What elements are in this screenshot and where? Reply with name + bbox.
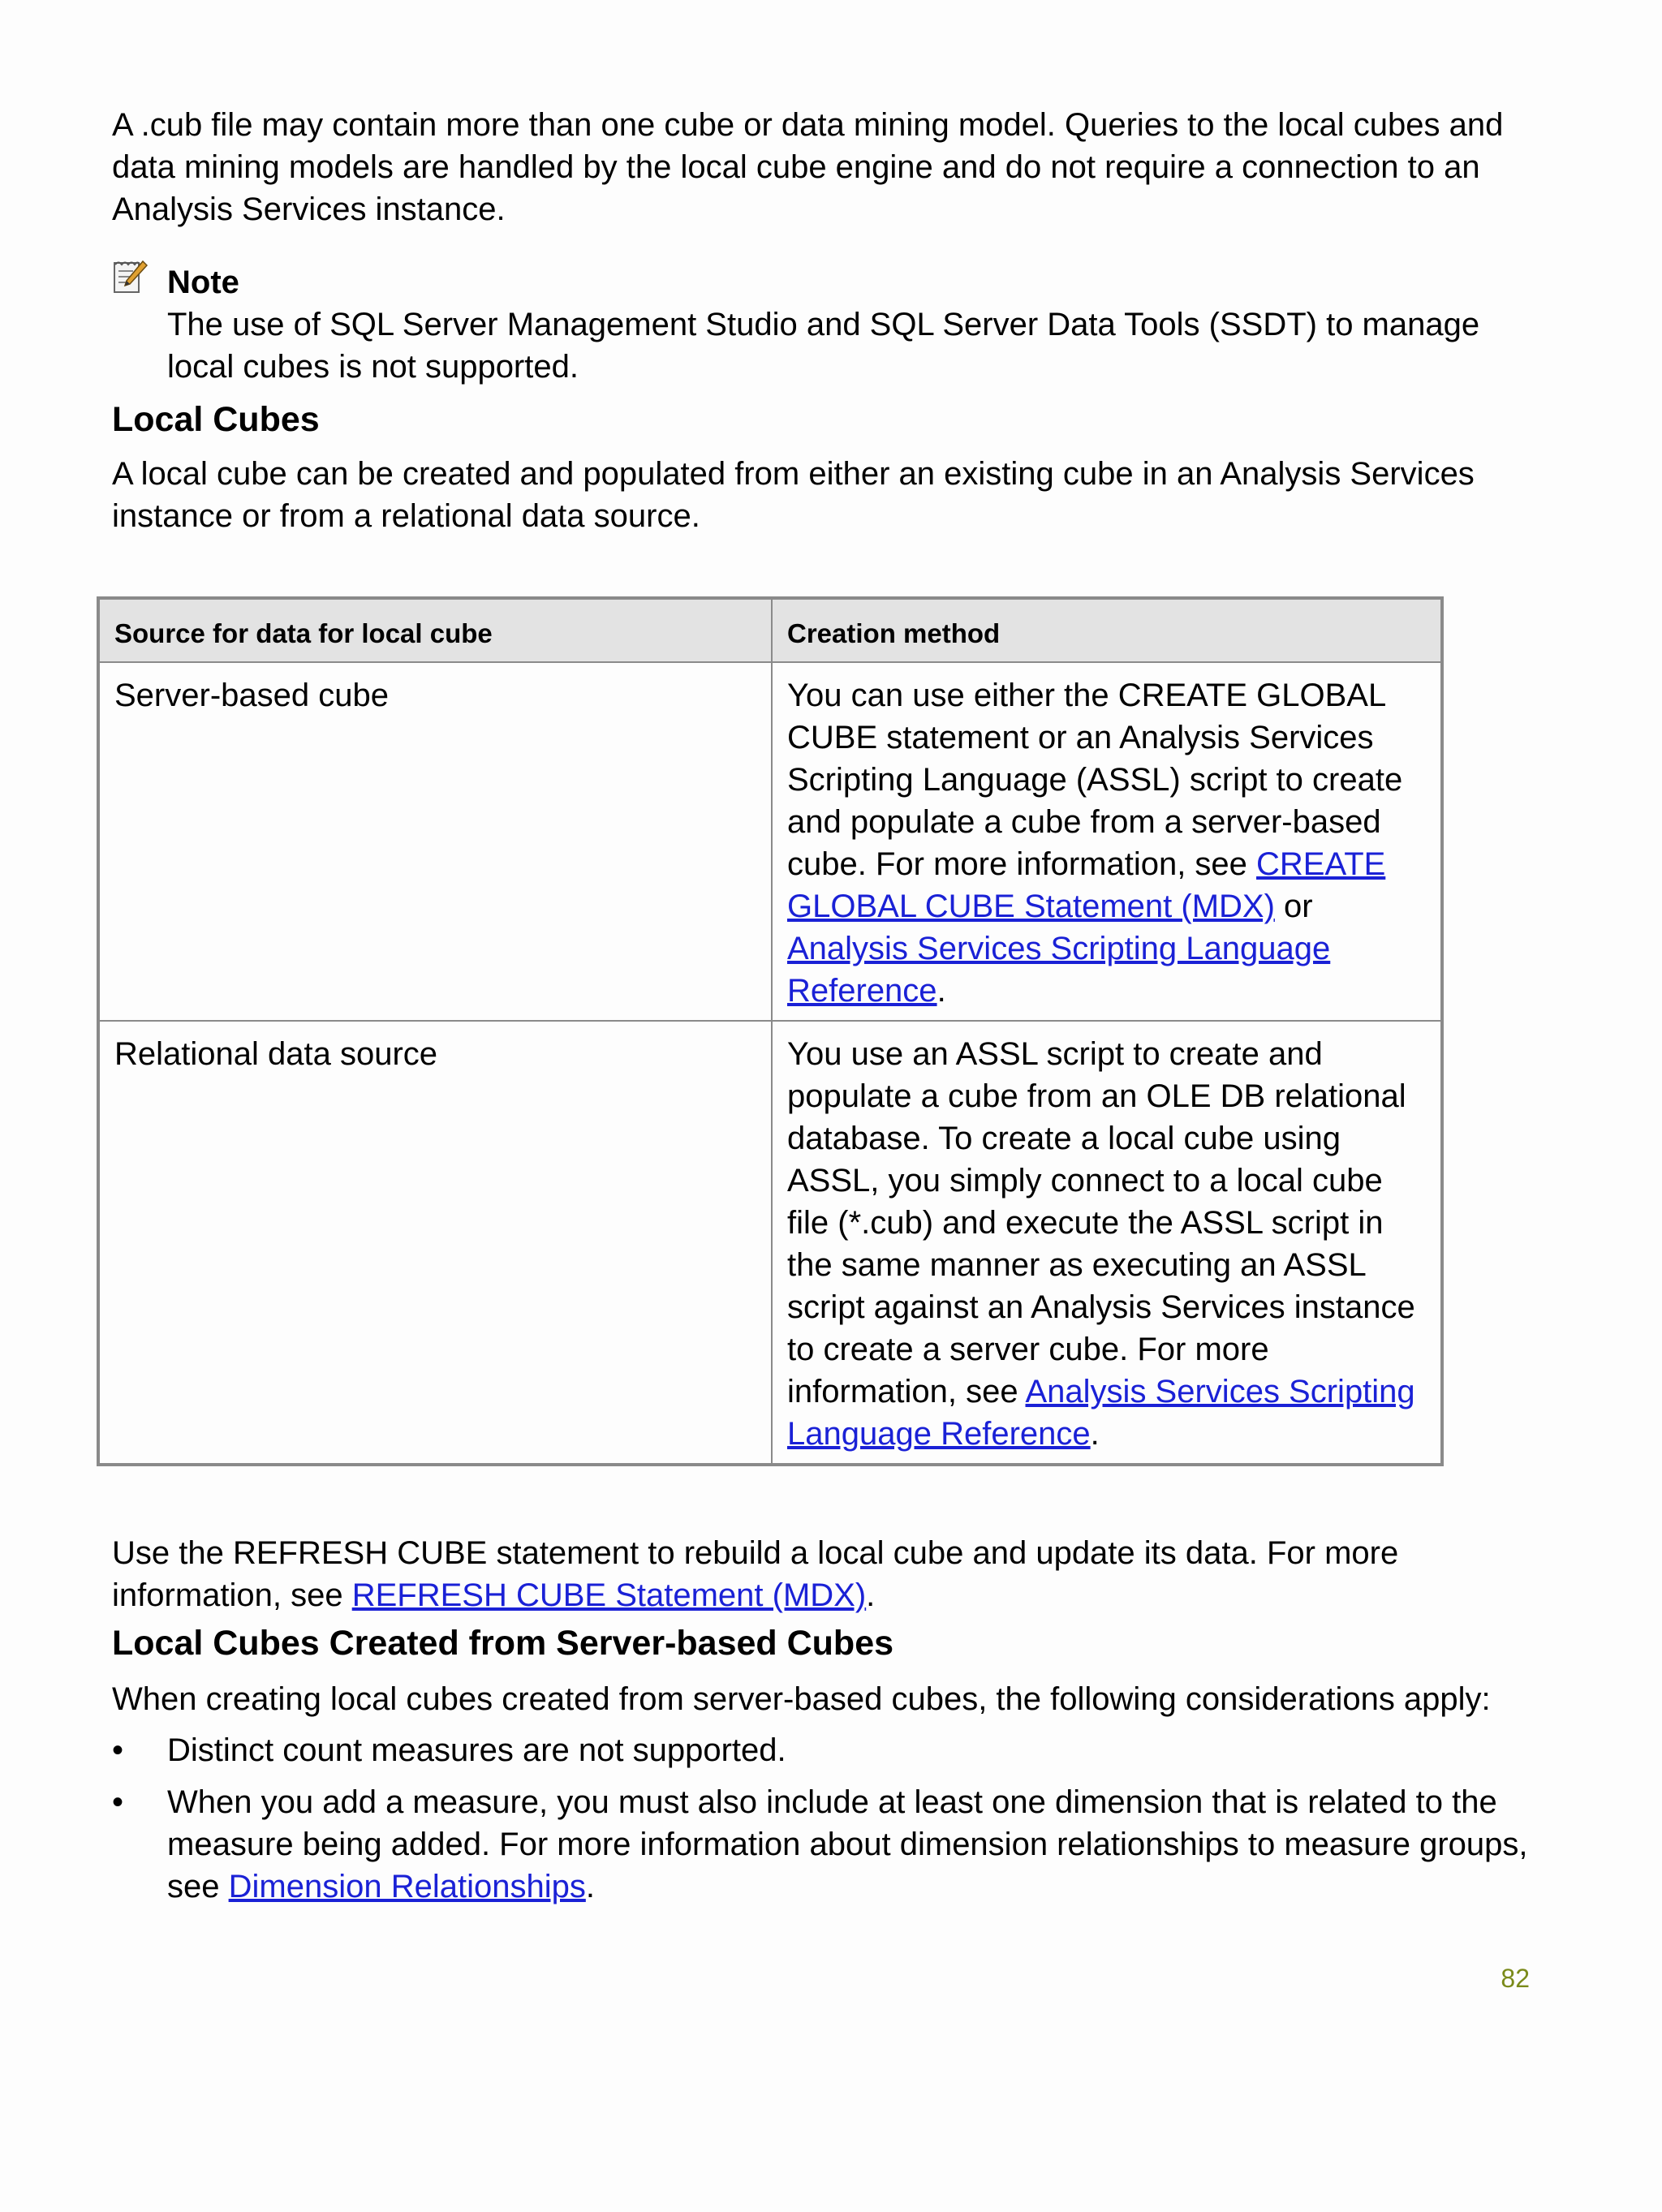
list-item-text: When you add a measure, you must also include at least one dimension that is related to the measure being added. For more information about dimension relationships to measure groups, see <box>167 1784 1528 1904</box>
table-cell-method <box>772 1021 1442 1465</box>
method-text: You use an ASSL script to create and populate a cube from an OLE DB relational database. To create a local cube using ASSL, you simply connect to a local cube file (*.cub) and execute the ASSL script in the same manner as executing an ASSL script against an Analysis Services instance to create a server cube. For more information, see <box>787 1036 1415 1409</box>
refresh-text-end: . <box>866 1577 876 1613</box>
local-cubes-description: A local cube can be created and populated from either an existing cube in an Analysis Services instance or from a relational data source. <box>112 456 1475 534</box>
dimension-relationships-link[interactable]: Dimension Relationships <box>228 1869 586 1904</box>
refresh-cube-link[interactable]: REFRESH CUBE Statement (MDX) <box>351 1577 867 1613</box>
note-pencil-icon <box>112 258 148 295</box>
intro-paragraph: A .cub file may contain more than one cube or data mining model. Queries to the local cubes and data mining models are handled by the local cube engine and do not require a connection to an Analysis Services instance. <box>112 107 1504 227</box>
refresh-text: Use the REFRESH CUBE statement to rebuild a local cube and update its data. For more information, see <box>112 1535 1399 1613</box>
creation-methods-table <box>97 596 1444 1466</box>
section-heading-local-cubes: Local Cubes <box>112 400 320 439</box>
list-item <box>167 1781 1547 1908</box>
table-header-source: Source for data for local cube <box>98 598 772 662</box>
assl-reference-link[interactable]: Analysis Services Scripting Language Reference <box>787 931 1331 1009</box>
assl-reference-link[interactable]: Analysis Services Scripting Language Reference <box>787 1374 1415 1452</box>
list-item: Distinct count measures are not supported. <box>167 1732 786 1768</box>
page-number: 82 <box>1501 1964 1530 1993</box>
bullet-icon: • <box>112 1784 124 1820</box>
refresh-paragraph <box>112 1532 1540 1616</box>
table-cell-source: Relational data source <box>98 1021 772 1465</box>
note-body: The use of SQL Server Management Studio and SQL Server Data Tools (SSDT) to manage local cubes is not supported. <box>167 307 1480 385</box>
method-text-end: . <box>1090 1416 1100 1452</box>
table-cell-source: Server-based cube <box>98 662 772 1021</box>
create-global-cube-link[interactable]: CREATE GLOBAL CUBE Statement (MDX) <box>787 846 1386 924</box>
section-heading-server-based: Local Cubes Created from Server-based Cubes <box>112 1624 894 1663</box>
table-row <box>98 662 1442 1021</box>
note-title: Note <box>167 265 239 300</box>
table-header-row <box>98 598 1442 662</box>
table-row <box>98 1021 1442 1465</box>
method-text-end: . <box>936 973 946 1009</box>
bullet-icon: • <box>112 1732 124 1768</box>
method-text: You can use either the CREATE GLOBAL CUBE statement or an Analysis Services Scripting Language (ASSL) script to create and populate a cube from a server-based cube. For more information, see <box>787 678 1403 882</box>
table-header-method: Creation method <box>772 598 1442 662</box>
method-text-between: or <box>1274 889 1313 924</box>
table-cell-method <box>772 662 1442 1021</box>
list-item-end: . <box>585 1869 595 1904</box>
server-based-description: When creating local cubes created from server-based cubes, the following considerations apply: <box>112 1681 1491 1717</box>
